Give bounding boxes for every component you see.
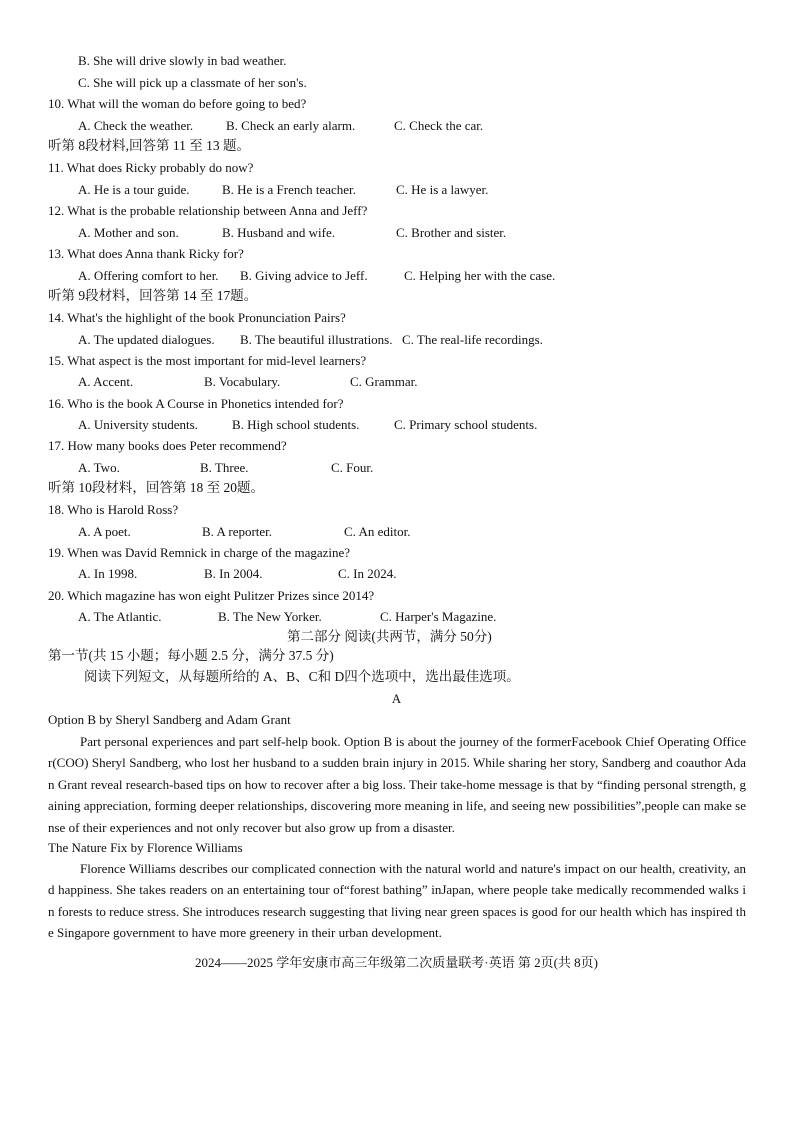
q16-option-a: A. University students. — [78, 417, 198, 432]
q20-option-c: C. Harper's Magazine. — [380, 609, 497, 624]
q11-option-b: B. He is a French teacher. — [222, 182, 356, 197]
question-16: 16. Who is the book A Course in Phonetics intended for? — [48, 396, 344, 411]
q20-options — [78, 609, 496, 625]
q13-option-b: B. Giving advice to Jeff. — [240, 268, 368, 283]
q17-options — [78, 460, 373, 476]
question-14: 14. What's the highlight of the book Pronunciation Pairs? — [48, 310, 346, 325]
q18-option-c: C. An editor. — [344, 524, 411, 539]
q12-option-a: A. Mother and son. — [78, 225, 179, 240]
q18-options — [78, 524, 410, 540]
q13-options — [78, 268, 555, 284]
q12-option-b: B. Husband and wife. — [222, 225, 336, 240]
question-11: 11. What does Ricky probably do now? — [48, 160, 254, 175]
book-1-title: Option B by Sheryl Sandberg and Adam Grant — [48, 712, 291, 727]
section-10-instruction: 听第 10段材料，回答第 18 至 20题。 — [48, 480, 264, 495]
question-15: 15. What aspect is the most important for mid-level learners? — [48, 353, 367, 368]
q13-option-a: A. Offering comfort to her. — [78, 268, 219, 283]
book-1-description: Part personal experiences and part self-help book. Option B is about the journey of the formerFacebook Chief Operating Officer(COO) Sheryl Sandberg, who lost her husband to a sudden brain injury in 2015. While sharing her story, Sandberg and coauthor Adan Grant reveal research-based tips on how to recover after a big loss. Their take-home message is that by “finding personal strength, gaining appreciation, forming deeper relationships, discovering more meaning in life, and seeing new possibilities”,people can make sense of their experiences and not only recover but also grow up from a disaster. — [48, 734, 746, 835]
q12-option-c: C. Brother and sister. — [396, 225, 507, 240]
q10-option-b: B. Check an early alarm. — [226, 118, 356, 133]
q10-option-c: C. Check the car. — [394, 118, 484, 133]
q13-option-c: C. Helping her with the case. — [404, 268, 556, 283]
q12-options — [78, 225, 506, 241]
q18-option-a: A. A poet. — [78, 524, 131, 539]
q14-option-a: A. The updated dialogues. — [78, 332, 215, 347]
q19-option-c: C. In 2024. — [338, 566, 397, 581]
q10-option-a: A. Check the weather. — [78, 118, 194, 133]
q9-option-b: B. She will drive slowly in bad weather. — [78, 53, 287, 68]
section-8-instruction: 听第 8段材料,回答第 11 至 13 题。 — [48, 138, 250, 153]
q14-option-c: C. The real-life recordings. — [402, 332, 543, 347]
question-17: 17. How many books does Peter recommend? — [48, 438, 287, 453]
q16-option-b: B. High school students. — [232, 417, 360, 432]
reading-instruction: 阅读下列短文，从每题所给的 A、B、C和 D四个选项中，选出最佳选项。 — [84, 669, 520, 684]
question-12: 12. What is the probable relationship between Anna and Jeff? — [48, 203, 368, 218]
question-20: 20. Which magazine has won eight Pulitzer Prizes since 2014? — [48, 588, 375, 603]
q14-options — [78, 332, 543, 348]
q20-option-a: A. The Atlantic. — [78, 609, 162, 624]
q11-options — [78, 182, 488, 198]
book-2-description: Florence Williams describes our complicated connection with the natural world and nature's impact on our health, creativity, and happiness. She takes readers on an entertaining tour of“forest bathing” inJapan, where people take medically recommended walks in forests to reduce stress. She introduces research suggesting that living near green spaces is good for our health which has inspired the Singapore government to have more greenery in their urban development. — [48, 861, 746, 941]
q17-option-c: C. Four. — [331, 460, 374, 475]
q20-option-b: B. The New Yorker. — [218, 609, 322, 624]
part-2-heading: 第二部分 阅读(共两节，满分 50分) — [287, 629, 492, 644]
passage-a-label: A — [391, 691, 402, 706]
q15-options — [78, 374, 418, 390]
q11-option-a: A. He is a tour guide. — [78, 182, 190, 197]
q15-option-c: C. Grammar. — [350, 374, 418, 389]
q9-option-c: C. She will pick up a classmate of her son's. — [78, 75, 307, 90]
question-10: 10. What will the woman do before going to bed? — [48, 96, 307, 111]
question-18: 18. Who is Harold Ross? — [48, 502, 179, 517]
q19-option-b: B. In 2004. — [204, 566, 263, 581]
q10-options — [78, 118, 483, 134]
question-13: 13. What does Anna thank Ricky for? — [48, 246, 244, 261]
q15-option-a: A. Accent. — [78, 374, 134, 389]
q19-options — [78, 566, 397, 582]
q16-option-c: C. Primary school students. — [394, 417, 538, 432]
section-1-heading: 第一节(共 15 小题；每小题 2.5 分，满分 37.5 分) — [48, 648, 334, 663]
q18-option-b: B. A reporter. — [202, 524, 273, 539]
q11-option-c: C. He is a lawyer. — [396, 182, 489, 197]
book-2-title: The Nature Fix by Florence Williams — [48, 840, 243, 855]
q17-option-a: A. Two. — [78, 460, 120, 475]
q16-options — [78, 417, 537, 433]
section-9-instruction: 听第 9段材料，回答第 14 至 17题。 — [48, 288, 258, 303]
q14-option-b: B. The beautiful illustrations. — [240, 332, 393, 347]
q17-option-b: B. Three. — [200, 460, 249, 475]
question-19: 19. When was David Remnick in charge of the magazine? — [48, 545, 351, 560]
q19-option-a: A. In 1998. — [78, 566, 138, 581]
q15-option-b: B. Vocabulary. — [204, 374, 281, 389]
page-footer: 2024——2025 学年安康市高三年级第二次质量联考·英语 第 2页(共 8页) — [195, 955, 598, 970]
